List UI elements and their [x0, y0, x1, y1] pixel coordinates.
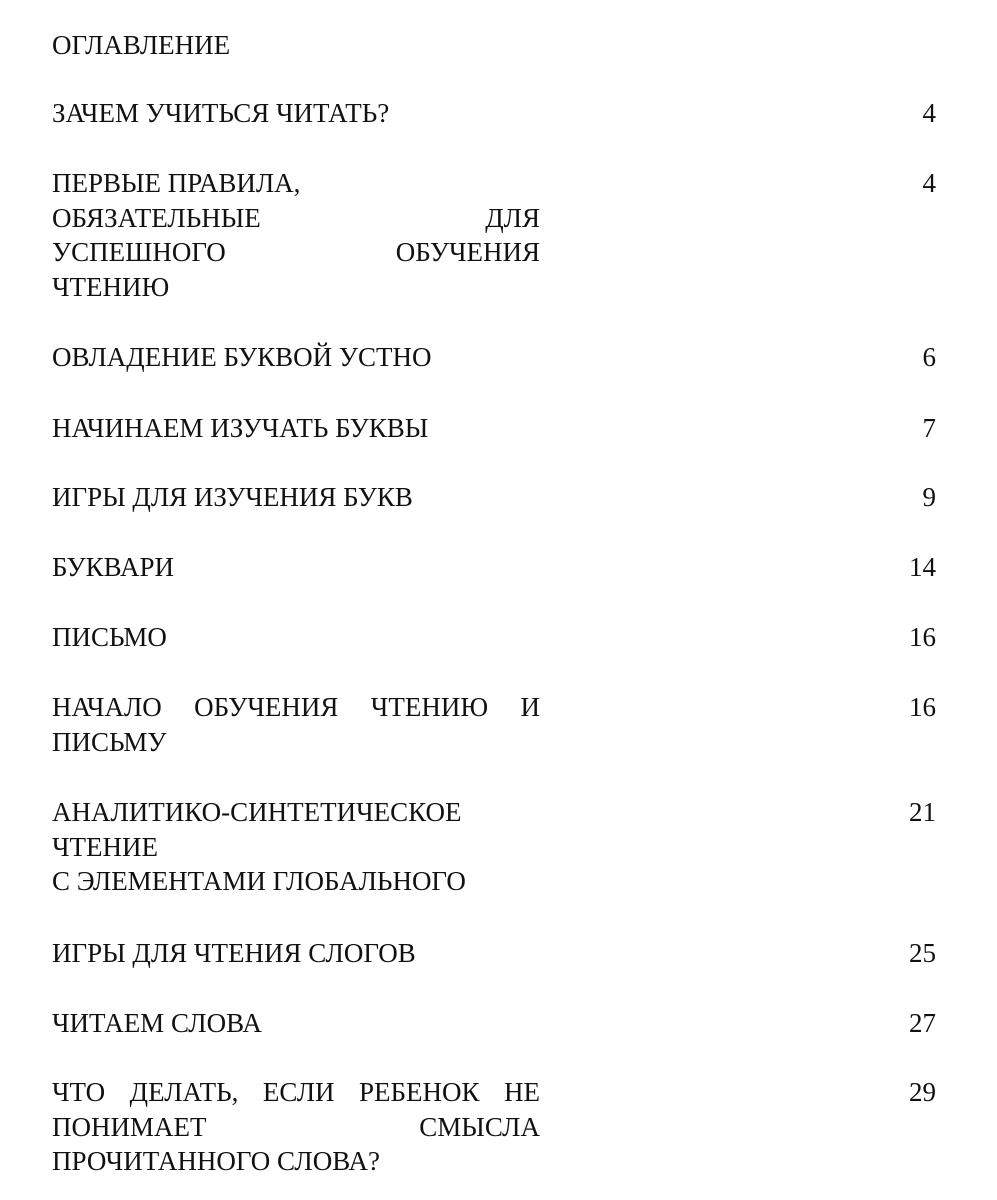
toc-entry-title-line: ПОНИМАЕТ СМЫСЛА — [52, 1111, 540, 1142]
toc-entry-page-number: 27 — [909, 1008, 936, 1038]
toc-entry-page-number: 9 — [922, 482, 936, 512]
toc-entry-page-number: 4 — [922, 98, 936, 128]
toc-entry-title-line: БУКВАРИ — [52, 552, 175, 582]
toc-entry-title-line: ПИСЬМУ — [52, 726, 167, 757]
toc-entry-title — [52, 411, 540, 446]
toc-entry-title-line: НАЧАЛО ОБУЧЕНИЯ ЧТЕНИЮ И — [52, 692, 540, 722]
toc-entry-page-number: 16 — [909, 622, 936, 652]
toc-entry-page-number: 25 — [909, 938, 936, 968]
toc-entry-title-line: ИГРЫ ДЛЯ ИЗУЧЕНИЯ БУКВ — [52, 482, 413, 512]
toc-entry-title-line: АНАЛИТИКО-СИНТЕТИЧЕСКОЕ — [52, 797, 462, 827]
toc-entry-title — [52, 690, 540, 759]
toc-entry-page-number: 4 — [922, 168, 936, 198]
toc-entry-title-line: ПИСЬМО — [52, 622, 167, 652]
toc-entry-title — [52, 795, 540, 899]
toc-entry-title-line: УСПЕШНОГО ОБУЧЕНИЯ — [52, 237, 540, 267]
toc-entry-title — [52, 1006, 540, 1041]
toc-entry-title-line: ЧТЕНИЮ — [52, 271, 170, 302]
toc-entry-title-line: ЧТО ДЕЛАТЬ, ЕСЛИ РЕБЕНОК НЕ — [52, 1077, 540, 1107]
toc-entry-title — [52, 620, 540, 655]
toc-entry-title-line: ЧТЕНИЕ — [52, 831, 159, 862]
toc-entry-page-number: 21 — [909, 797, 936, 827]
toc-entry-title-line: ЧИТАЕМ СЛОВА — [52, 1008, 262, 1038]
toc-heading: ОГЛАВЛЕНИЕ — [52, 30, 231, 60]
toc-entry-page-number: 16 — [909, 692, 936, 722]
toc-entry-page-number: 14 — [909, 552, 936, 582]
toc-entry-title — [52, 480, 540, 515]
toc-entry-title-line: НАЧИНАЕМ ИЗУЧАТЬ БУКВЫ — [52, 413, 429, 443]
toc-entry-title — [52, 96, 540, 131]
toc-entry-page-number: 29 — [909, 1077, 936, 1107]
toc-entry-title — [52, 550, 540, 585]
toc-entry-title-line: ЗАЧЕМ УЧИТЬСЯ ЧИТАТЬ? — [52, 98, 390, 128]
toc-entry-title-line: ПРОЧИТАННОГО СЛОВА? — [52, 1146, 380, 1176]
toc-entry-title-line: ОВЛАДЕНИЕ БУКВОЙ УСТНО — [52, 342, 432, 372]
toc-entry-page-number: 7 — [922, 413, 936, 443]
toc-entry-title-line: ПЕРВЫЕ ПРАВИЛА, — [52, 168, 301, 198]
toc-entry-title — [52, 166, 540, 304]
toc-entry-title — [52, 340, 540, 375]
toc-entry-title — [52, 936, 540, 971]
toc-entry-title-line: ИГРЫ ДЛЯ ЧТЕНИЯ СЛОГОВ — [52, 938, 416, 968]
toc-entry-title — [52, 1075, 540, 1179]
toc-entry-title-line: ОБЯЗАТЕЛЬНЫЕ ДЛЯ — [52, 202, 540, 233]
toc-entry-title-line: С ЭЛЕМЕНТАМИ ГЛОБАЛЬНОГО — [52, 866, 466, 896]
toc-entry-page-number: 6 — [922, 342, 936, 372]
